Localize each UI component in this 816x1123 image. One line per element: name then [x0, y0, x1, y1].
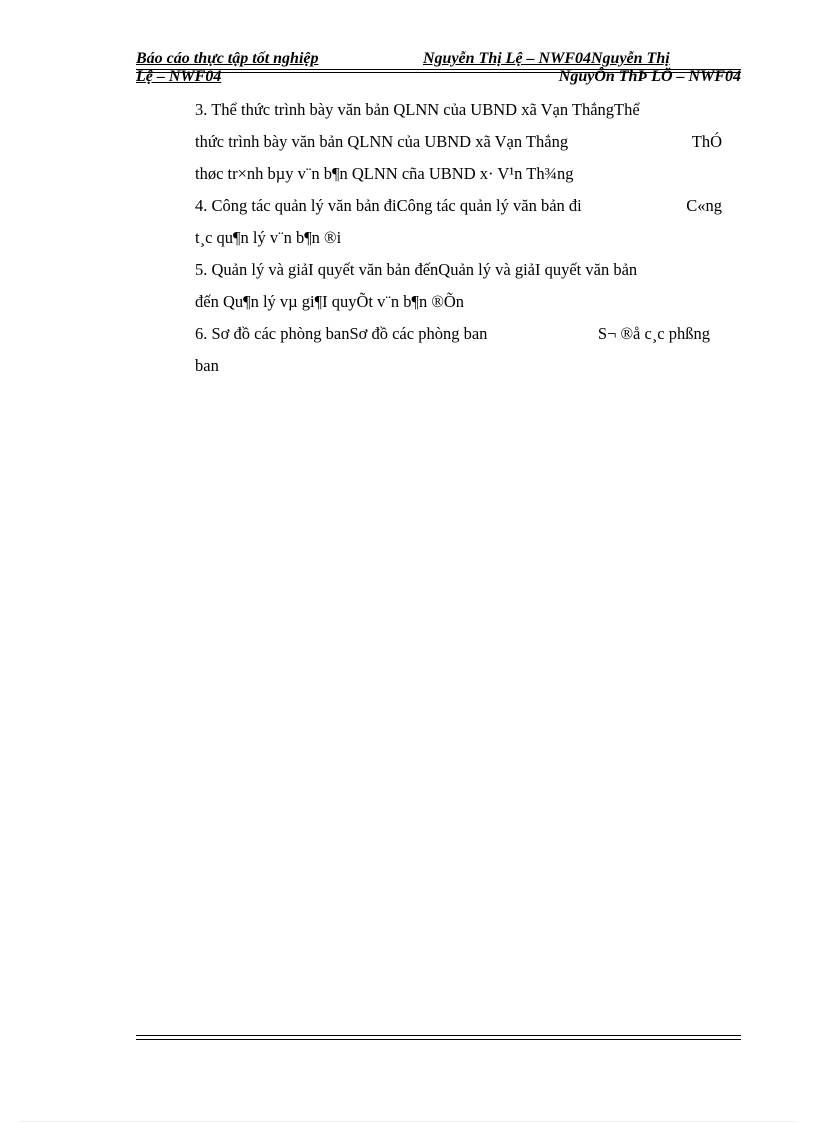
- toc-line-right-text: S¬ ®å c¸c phßng: [597, 324, 710, 343]
- toc-line-right-text: ThÓ: [691, 132, 722, 151]
- header-rule-top: [136, 69, 741, 70]
- toc-line-right-text: C«ng: [686, 196, 722, 215]
- footer-rule-top: [136, 1035, 741, 1036]
- header-author: Nguyễn Thị Lệ – NWF04Nguyễn Thị: [423, 50, 670, 67]
- toc-line: [195, 286, 722, 318]
- page-edge-divider: [20, 1121, 796, 1122]
- toc-line-text: ban: [195, 356, 219, 375]
- header-rule-bottom: [136, 72, 741, 73]
- toc-line: [195, 222, 722, 254]
- toc-line-text: 3. Thể thức trình bày văn bản QLNN của UBND xã Vạn ThắngThể: [195, 100, 640, 119]
- toc-line-text: thức trình bày văn bản QLNN của UBND xã Vạn Thắng: [195, 132, 569, 151]
- toc-line: [195, 318, 722, 350]
- footer-rule-bottom: [136, 1039, 741, 1040]
- header-author-legacy-encoding: NguyÔn ThÞ LÖ – NWF04: [558, 68, 741, 85]
- toc-line: [195, 190, 722, 222]
- header-row-1: [136, 50, 741, 68]
- toc-line-text: đến Qu¶n lý vµ gi¶I quyÕt v¨n b¶n ®Õn: [195, 292, 465, 311]
- header-report-title: Báo cáo thực tập tốt nghiệp: [136, 50, 319, 67]
- toc-line-text: 6. Sơ đồ các phòng banSơ đồ các phòng ban: [195, 324, 488, 343]
- toc-line-text: t¸c qu¶n lý v¨n b¶n ®i: [195, 228, 342, 247]
- header-row-2: [136, 68, 741, 86]
- toc-line-text: thøc tr×nh bµy v¨n b¶n QLNN cña UBND x· V¹n Th¾ng: [195, 164, 574, 183]
- page-header: [136, 50, 741, 86]
- header-author-continued: Lệ – NWF04: [136, 68, 222, 85]
- toc-content: [195, 94, 722, 382]
- toc-line: [195, 350, 722, 382]
- toc-line: [195, 94, 722, 126]
- toc-line-text: 4. Công tác quản lý văn bản điCông tác quản lý văn bản đi: [195, 196, 582, 215]
- toc-line: [195, 126, 722, 158]
- toc-line: [195, 158, 722, 190]
- toc-line-text: 5. Quản lý và giảI quyết văn bản đếnQuản lý và giảI quyết văn bản: [195, 260, 638, 279]
- toc-line: [195, 254, 722, 286]
